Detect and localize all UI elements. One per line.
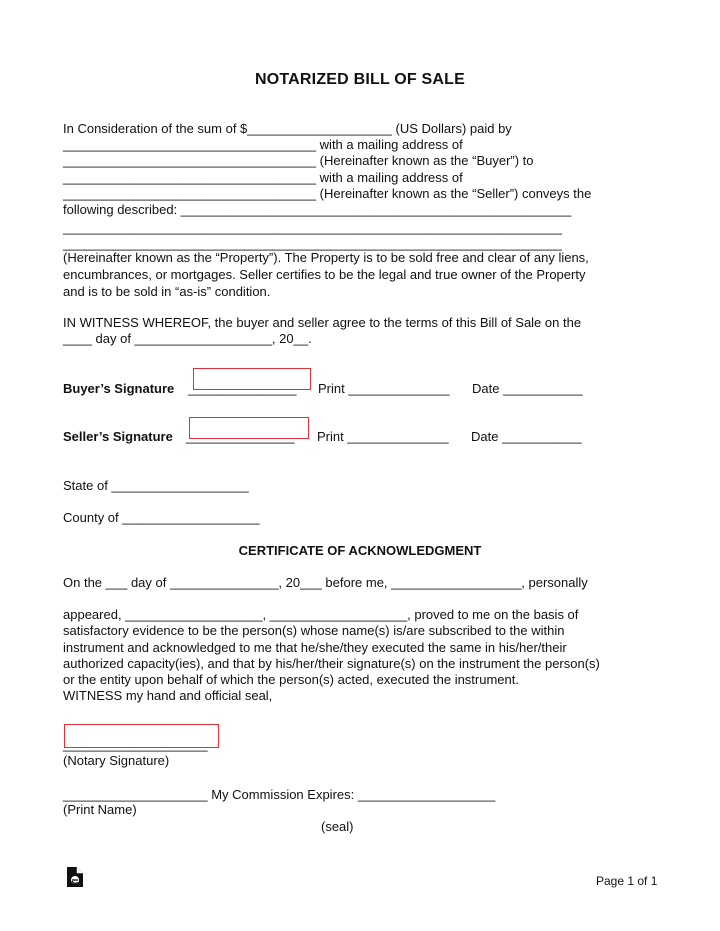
state-field[interactable]: State of ___________________ — [63, 478, 249, 493]
acknowledgment-line-5: or the entity upon behalf of which the person(s) acted, executed the instrument. — [63, 672, 519, 687]
consideration-line: In Consideration of the sum of $____________________ (US Dollars) paid by — [63, 121, 512, 136]
property-blank-line-1: _____________________________________________________________________ — [63, 220, 562, 235]
property-terms-line-1: (Hereinafter known as the “Property”). The Property is to be sold free and clear of any liens, — [63, 250, 589, 265]
property-terms-line-2: encumbrances, or mortgages. Seller certifies to be the legal and true owner of the Property — [63, 267, 586, 282]
commission-line[interactable]: ____________________ My Commission Expires: ___________________ — [63, 787, 496, 802]
witness-seal-line: WITNESS my hand and official seal, — [63, 688, 273, 703]
document-logo-icon — [66, 866, 84, 888]
property-terms-line-3: and is to be sold in “as-is” condition. — [63, 284, 271, 299]
seller-print-field[interactable]: Print ______________ — [317, 429, 449, 444]
buyer-signature-line: _______________ — [188, 381, 297, 396]
property-blank-line-2: _____________________________________________________________________ — [63, 236, 562, 251]
sale-date-line: ____ day of ___________________, 20__. — [63, 331, 312, 346]
notary-signature-label: (Notary Signature) — [63, 753, 170, 768]
witness-whereof-line: IN WITNESS WHEREOF, the buyer and seller agree to the terms of this Bill of Sale on the — [63, 315, 582, 330]
county-field[interactable]: County of ___________________ — [63, 510, 260, 525]
seller-signature-label: Seller’s Signature — [63, 429, 173, 444]
appeared-line: appeared, ___________________, ___________________, proved to me on the basis of — [63, 607, 579, 622]
buyer-name-line: ___________________________________ with a mailing address of — [63, 137, 463, 152]
buyer-date-field[interactable]: Date ___________ — [472, 381, 583, 396]
buyer-signature-label: Buyer’s Signature — [63, 381, 175, 396]
buyer-signature-field[interactable] — [193, 368, 311, 390]
acknowledgment-line-2: satisfactory evidence to be the person(s) whose name(s) is/are subscribed to the within — [63, 623, 565, 638]
seller-address-line: ___________________________________ (Hereinafter known as the “Seller”) conveys the — [63, 186, 592, 201]
seller-date-field[interactable]: Date ___________ — [471, 429, 582, 444]
certificate-title: CERTIFICATE OF ACKNOWLEDGMENT — [238, 543, 482, 558]
print-name-label: (Print Name) — [63, 802, 137, 817]
buyer-print-field[interactable]: Print ______________ — [318, 381, 450, 396]
seller-name-line: ___________________________________ with a mailing address of — [63, 170, 463, 185]
certificate-date-line: On the ___ day of _______________, 20___ before me, __________________, personally — [63, 575, 588, 590]
page-title: NOTARIZED BILL OF SALE — [254, 71, 466, 88]
acknowledgment-line-4: authorized capacity(ies), and that by his/her/their signature(s) on the instrument the person(s) — [63, 656, 600, 671]
page-number: Page 1 of 1 — [596, 874, 658, 888]
seller-signature-line: _______________ — [186, 429, 295, 444]
seal-label: (seal) — [321, 819, 354, 834]
seller-signature-field[interactable] — [189, 417, 309, 439]
acknowledgment-line-3: instrument and acknowledged to me that he/she/they executed the same in his/her/their — [63, 640, 567, 655]
property-description-line: following described: ______________________________________________________ — [63, 202, 572, 217]
notary-signature-line: ____________________ — [63, 737, 208, 752]
buyer-address-line: ___________________________________ (Hereinafter known as the “Buyer”) to — [63, 153, 534, 168]
